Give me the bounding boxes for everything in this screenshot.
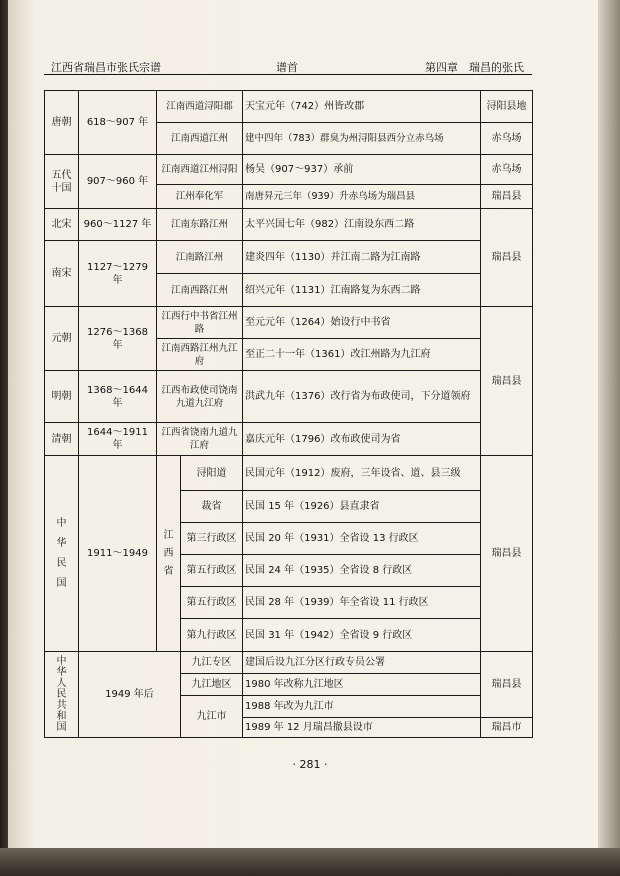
event-cell: 太平兴国七年（982）江南设东西二路 xyxy=(243,209,481,241)
event-cell: 民国 15 年（1926）县直隶省 xyxy=(243,491,481,523)
dynasty-cell xyxy=(45,652,79,738)
table-row xyxy=(45,209,533,241)
event-cell: 民国 20 年（1931）全省设 13 行政区 xyxy=(243,523,481,555)
dynasty-vertical-text: 中华人民共和国 xyxy=(56,656,67,733)
region-cell: 江西布政使司饶南九道九江府 xyxy=(157,371,243,423)
place-cell: 瑞昌市 xyxy=(481,718,533,738)
table-row xyxy=(45,456,533,491)
region-cell: 九江地区 xyxy=(181,674,243,696)
region-cell: 江南西路江州九江府 xyxy=(157,339,243,371)
event-cell: 1980 年改称九江地区 xyxy=(243,674,481,696)
region-cell: 第五行政区 xyxy=(181,555,243,587)
table-row xyxy=(45,371,533,423)
place-cell: 瑞昌县 xyxy=(481,307,533,456)
place-cell: 赤乌场 xyxy=(481,123,533,155)
event-cell: 民国 28 年（1939）年全省设 11 行政区 xyxy=(243,587,481,619)
region-cell: 江南东路江州 xyxy=(157,209,243,241)
page-number: · 281 · xyxy=(292,758,328,771)
page-edge xyxy=(598,0,620,848)
event-cell: 建中四年（783）群臭为州浔阳县西分立赤乌场 xyxy=(243,123,481,155)
event-cell: 洪武九年（1376）改行省为布政使司，下分道领府 xyxy=(243,371,481,423)
period-cell: 1644～1911 年 xyxy=(79,423,157,456)
region-cell: 第三行政区 xyxy=(181,523,243,555)
event-cell: 民国元年（1912）废府，三年设省、道、县三级 xyxy=(243,456,481,491)
dynasty-cell: 北宋 xyxy=(45,209,79,241)
table-row xyxy=(45,423,533,456)
period-cell: 1911～1949 xyxy=(79,456,157,652)
event-cell: 至元元年（1264）始设行中书省 xyxy=(243,307,481,339)
period-cell: 1368～1644 年 xyxy=(79,371,157,423)
dynasty-cell: 五代十国 xyxy=(45,155,79,209)
event-cell: 杨吴（907～937）承前 xyxy=(243,155,481,185)
region-cell: 江南西道江州 xyxy=(157,123,243,155)
event-cell: 民国 31 年（1942）全省设 9 行政区 xyxy=(243,619,481,652)
province-cell xyxy=(157,456,181,652)
event-cell: 建炎四年（1130）并江南二路为江南路 xyxy=(243,241,481,274)
running-header-center: 谱首 xyxy=(276,61,298,74)
region-cell: 第九行政区 xyxy=(181,619,243,652)
running-header-left: 江西省瑞昌市张氏宗谱 xyxy=(51,61,161,74)
place-cell: 赤乌场 xyxy=(481,155,533,185)
table-row xyxy=(45,652,533,674)
place-cell: 浔阳县地 xyxy=(481,91,533,123)
period-cell: 960～1127 年 xyxy=(79,209,157,241)
period-cell: 907～960 年 xyxy=(79,155,157,209)
dynasty-cell: 南宋 xyxy=(45,241,79,307)
period-cell: 1127～1279 年 xyxy=(79,241,157,307)
event-cell: 1988 年改为九江市 xyxy=(243,696,481,718)
region-cell: 九江市 xyxy=(181,696,243,738)
place-cell: 瑞昌县 xyxy=(481,456,533,652)
dynasty-cell: 明朝 xyxy=(45,371,79,423)
event-cell: 1989 年 12 月瑞昌撤县设市 xyxy=(243,718,481,738)
dynasty-cell xyxy=(45,456,79,652)
header-rule xyxy=(44,74,532,75)
province-vertical-text: 江西省 xyxy=(163,529,174,577)
event-cell: 民国 24 年（1935）全省设 8 行政区 xyxy=(243,555,481,587)
region-cell: 江西省饶南九道九江府 xyxy=(157,423,243,456)
administrative-history-table xyxy=(44,90,533,738)
region-cell: 江南西路江州 xyxy=(157,274,243,307)
region-cell: 第五行政区 xyxy=(181,587,243,619)
period-cell: 618～907 年 xyxy=(79,91,157,155)
region-cell: 江州奉化军 xyxy=(157,185,243,209)
page-bottom-shadow xyxy=(0,848,620,876)
event-cell: 天宝元年（742）州皆改郡 xyxy=(243,91,481,123)
period-cell: 1949 年后 xyxy=(79,652,181,738)
dynasty-cell: 元朝 xyxy=(45,307,79,371)
period-cell: 1276～1368 年 xyxy=(79,307,157,371)
event-cell: 建国后设九江分区行政专员公署 xyxy=(243,652,481,674)
region-cell: 江南路江州 xyxy=(157,241,243,274)
region-cell: 九江专区 xyxy=(181,652,243,674)
event-cell: 南唐昇元三年（939）升赤乌场为瑞昌县 xyxy=(243,185,481,209)
table-row xyxy=(45,155,533,185)
dynasty-cell: 清朝 xyxy=(45,423,79,456)
table-row xyxy=(45,307,533,339)
running-header-right: 第四章 瑞昌的张氏 xyxy=(425,61,524,74)
dynasty-cell: 唐朝 xyxy=(45,91,79,155)
dynasty-vertical-text: 中华民国 xyxy=(56,517,67,589)
region-cell: 裁省 xyxy=(181,491,243,523)
event-cell: 至正二十一年（1361）改江州路为九江府 xyxy=(243,339,481,371)
event-cell: 绍兴元年（1131）江南路复为东西二路 xyxy=(243,274,481,307)
region-cell: 浔阳道 xyxy=(181,456,243,491)
place-cell: 瑞昌县 xyxy=(481,185,533,209)
place-cell: 瑞昌县 xyxy=(481,209,533,307)
region-cell: 江南西道江州浔阳 xyxy=(157,155,243,185)
region-cell: 江南西道浔阳郡 xyxy=(157,91,243,123)
event-cell: 嘉庆元年（1796）改布政使司为省 xyxy=(243,423,481,456)
table-row xyxy=(45,91,533,123)
table-row xyxy=(45,241,533,274)
region-cell: 江西行中书省江州路 xyxy=(157,307,243,339)
place-cell: 瑞昌县 xyxy=(481,652,533,718)
